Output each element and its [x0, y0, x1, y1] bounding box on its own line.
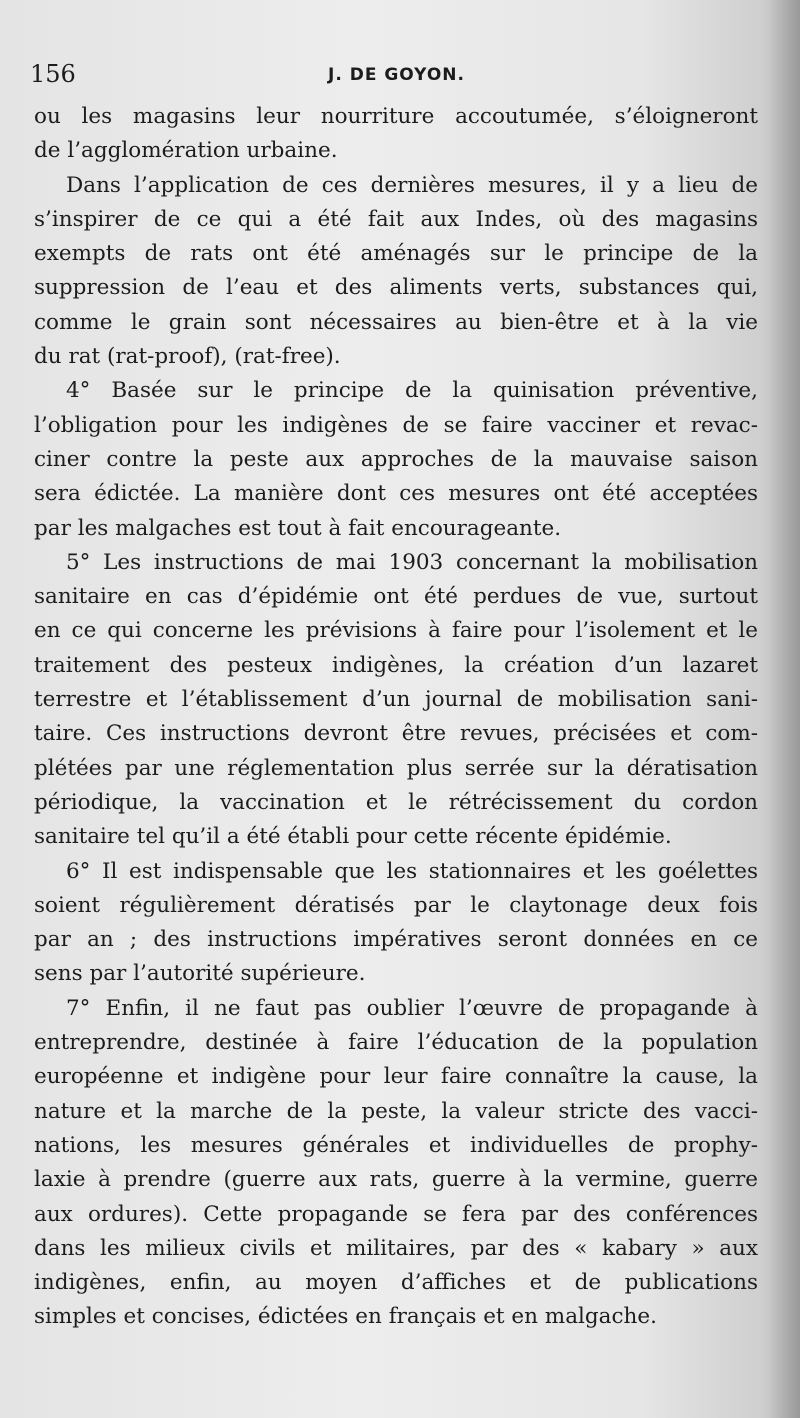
text-line: du rat (rat-proof), (rat-free). — [34, 344, 341, 370]
running-head: J. DE GOYON. — [328, 65, 465, 85]
paragraph-first-line: 4° Basée sur le principe de la quinisation préventive, — [66, 378, 758, 404]
text-line: l’obligation pour les indigènes de se faire vacciner et revac- — [34, 412, 758, 438]
text-line: sanitaire en cas d’épidémie ont été perdues de vue, surtout — [34, 584, 758, 610]
text-line: indigènes, enfin, au moyen d’affiches et de publications — [34, 1270, 758, 1296]
text-line: taire. Ces instructions devront être revues, précisées et com- — [34, 721, 758, 747]
text-line: aux ordures). Cette propagande se fera par des conférences — [34, 1201, 758, 1227]
text-line: terrestre et l’établissement d’un journal de mobilisation sani- — [34, 687, 758, 713]
text-line: sens par l’autorité supérieure. — [34, 961, 366, 987]
body-text — [34, 100, 758, 1335]
paragraph-first-line: 5° Les instructions de mai 1903 concernant la mobilisation — [66, 549, 758, 575]
text-line: en ce qui concerne les prévisions à faire pour l’isolement et le — [34, 618, 758, 644]
text-line: comme le grain sont nécessaires au bien-être et à la vie — [34, 309, 758, 335]
text-line: entreprendre, destinée à faire l’éducation de la population — [34, 1030, 758, 1056]
text-line: ou les magasins leur nourriture accoutumée, s’éloigneront — [34, 104, 758, 129]
text-line: laxie à prendre (guerre aux rats, guerre à la vermine, guerre — [34, 1167, 758, 1193]
text-line: plétées par une réglementation plus serrée sur la dératisation — [34, 755, 758, 781]
text-line: dans les milieux civils et militaires, par des « kabary » aux — [34, 1235, 758, 1261]
paragraph-first-line: Dans l’application de ces dernières mesures, il y a lieu de — [66, 172, 758, 198]
paragraph-first-line: 7° Enfin, il ne faut pas oublier l’œuvre de propagande à — [66, 995, 758, 1021]
text-line: traitement des pesteux indigènes, la création d’un lazaret — [34, 652, 758, 678]
text-line: simples et concises, édictées en français et en malgache. — [34, 1304, 657, 1330]
text-line: sera édictée. La manière dont ces mesures ont été acceptées — [34, 481, 758, 507]
text-line: par an ; des instructions impératives seront données en ce — [34, 927, 758, 953]
text-line: ciner contre la peste aux approches de la mauvaise saison — [34, 446, 758, 472]
text-line: de l’agglomération urbaine. — [34, 138, 338, 164]
text-line: s’inspirer de ce qui a été fait aux Indes, où des magasins — [34, 206, 758, 232]
page-number: 156 — [30, 60, 76, 88]
text-line: périodique, la vaccination et le rétrécissement du cordon — [34, 789, 758, 815]
text-line: soient régulièrement dératisés par le claytonage deux fois — [34, 892, 758, 918]
text-line: suppression de l’eau et des aliments verts, substances qui, — [34, 275, 758, 301]
text-line: par les malgaches est tout à fait encourageante. — [34, 515, 562, 541]
text-line: européenne et indigène pour leur faire connaître la cause, la — [34, 1064, 758, 1090]
text-line: nature et la marche de la peste, la valeur stricte des vacci- — [34, 1098, 758, 1124]
page-header — [30, 58, 740, 90]
text-line: exempts de rats ont été aménagés sur le principe de la — [34, 241, 758, 267]
text-line: nations, les mesures générales et individuelles de prophy- — [34, 1132, 758, 1158]
text-line: sanitaire tel qu’il a été établi pour cette récente épidémie. — [34, 824, 672, 850]
page-edge-shadow — [770, 0, 800, 1418]
paragraph-first-line: 6° Il est indispensable que les stationnaires et les goélettes — [66, 858, 758, 884]
